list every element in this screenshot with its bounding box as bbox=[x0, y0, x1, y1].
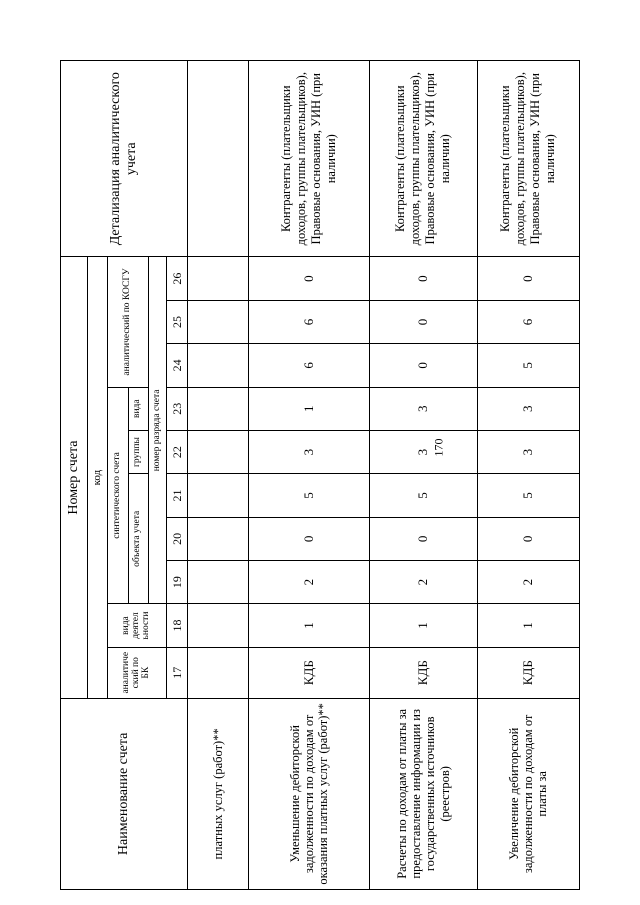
cell-value: 0 bbox=[370, 344, 477, 387]
digit-23: 23 bbox=[167, 387, 187, 430]
row-detail: Контрагенты (плательщики доходов, группы плательщиков), Правовые основания, УИН (при наличии) bbox=[370, 61, 477, 257]
header-account-number: Номер счета bbox=[61, 257, 88, 698]
cell-value bbox=[187, 387, 248, 430]
rotated-page bbox=[60, 60, 580, 890]
cell-value: 6 bbox=[249, 344, 370, 387]
cell-value: 0 bbox=[370, 257, 477, 300]
cell-value: 6 bbox=[249, 300, 370, 343]
accounts-table bbox=[60, 60, 580, 890]
cell-value: 1 bbox=[370, 604, 477, 647]
cell-value: 2 bbox=[249, 560, 370, 603]
cell-value bbox=[187, 560, 248, 603]
cell-value: 0 bbox=[477, 257, 579, 300]
cell-value bbox=[187, 647, 248, 698]
header-analytics-detail: Детализация аналитического учета bbox=[61, 61, 188, 257]
cell-value bbox=[187, 257, 248, 300]
digit-20: 20 bbox=[167, 517, 187, 560]
cell-value: 1 bbox=[477, 604, 579, 647]
header-analytical-bk: аналитиче ский по БК bbox=[108, 647, 167, 698]
cell-value: КДБ bbox=[249, 647, 370, 698]
cell-value: 2 bbox=[370, 560, 477, 603]
row-name: Расчеты по доходам от платы за предоставление информации из государственных источников (реестров) bbox=[370, 698, 477, 889]
cell-value: 6 bbox=[477, 300, 579, 343]
header-analytical-kosgu: аналитический по КОСГУ bbox=[108, 257, 149, 387]
row-name: Увеличение дебиторской задолженности по доходам от платы за bbox=[477, 698, 579, 889]
cell-value bbox=[187, 300, 248, 343]
digit-18: 18 bbox=[167, 604, 187, 647]
cell-value: 0 bbox=[249, 257, 370, 300]
header-group: группы bbox=[128, 430, 148, 473]
table-row bbox=[249, 61, 370, 890]
cell-value: 5 bbox=[477, 474, 579, 517]
header-synthetic-account: синтетического счета bbox=[108, 387, 128, 604]
cell-value: 3 bbox=[477, 430, 579, 473]
row-detail: Контрагенты (плательщики доходов, группы плательщиков), Правовые основания, УИН (при наличии) bbox=[477, 61, 579, 257]
cell-value: КДБ bbox=[370, 647, 477, 698]
header-account-object: объекта учета bbox=[128, 474, 148, 604]
cell-value: 3 bbox=[477, 387, 579, 430]
digit-17: 17 bbox=[167, 647, 187, 698]
cell-value: 0 bbox=[477, 517, 579, 560]
cell-value bbox=[187, 604, 248, 647]
cell-value: 5 bbox=[370, 474, 477, 517]
row-name: платных услуг (работ)** bbox=[187, 698, 248, 889]
header-code: код bbox=[87, 257, 107, 698]
digit-22: 22 bbox=[167, 430, 187, 473]
cell-value: 3 bbox=[249, 430, 370, 473]
cell-value: 3 bbox=[370, 430, 477, 473]
page-number: 170 bbox=[431, 438, 446, 457]
header-account-name: Наименование счета bbox=[61, 698, 188, 889]
cell-value: 5 bbox=[477, 344, 579, 387]
header-type: вида bbox=[128, 387, 148, 430]
cell-value bbox=[187, 344, 248, 387]
table-row bbox=[370, 61, 477, 890]
cell-value: 0 bbox=[249, 517, 370, 560]
cell-value: 0 bbox=[370, 300, 477, 343]
cell-value: 1 bbox=[249, 387, 370, 430]
digit-24: 24 bbox=[167, 344, 187, 387]
table-row bbox=[187, 61, 248, 890]
cell-value: 1 bbox=[249, 604, 370, 647]
row-detail: Контрагенты (плательщики доходов, группы плательщиков), Правовые основания, УИН (при наличии) bbox=[249, 61, 370, 257]
row-detail bbox=[187, 61, 248, 257]
cell-value bbox=[187, 474, 248, 517]
cell-value: 2 bbox=[477, 560, 579, 603]
header-digit-number: номер разряда счета bbox=[149, 257, 167, 604]
row-name: Уменьшение дебиторской задолженности по доходам от оказания платных услуг (работ)** bbox=[249, 698, 370, 889]
cell-value bbox=[187, 517, 248, 560]
table-row bbox=[477, 61, 579, 890]
cell-value: КДБ bbox=[477, 647, 579, 698]
digit-21: 21 bbox=[167, 474, 187, 517]
digit-25: 25 bbox=[167, 300, 187, 343]
cell-value: 5 bbox=[249, 474, 370, 517]
digit-19: 19 bbox=[167, 560, 187, 603]
cell-value: 0 bbox=[370, 517, 477, 560]
cell-value bbox=[187, 430, 248, 473]
digit-26: 26 bbox=[167, 257, 187, 300]
cell-value: 3 bbox=[370, 387, 477, 430]
header-activity-type: вида деятел ьности bbox=[108, 604, 167, 647]
